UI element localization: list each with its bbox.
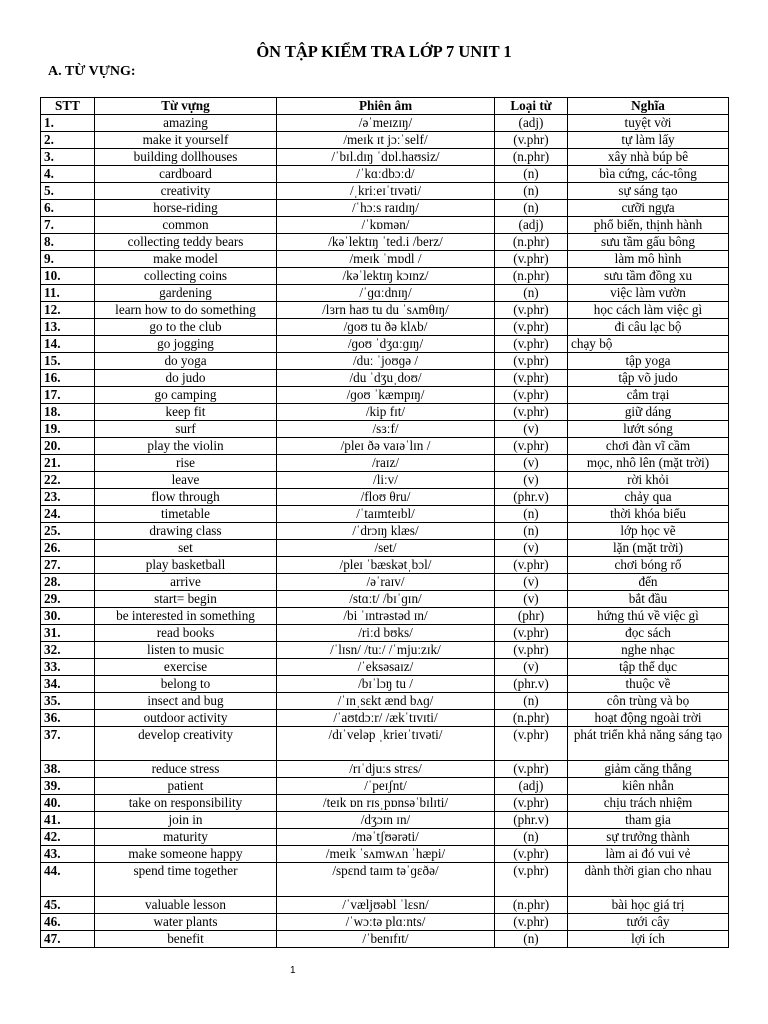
table-row xyxy=(41,336,729,353)
row-word: be interested in something xyxy=(95,608,277,625)
table-row xyxy=(41,251,729,268)
row-word: common xyxy=(95,217,277,234)
row-number: 25. xyxy=(41,523,95,540)
table-row xyxy=(41,676,729,693)
row-word-type: (v.phr) xyxy=(495,727,568,761)
row-ipa: /stɑːt/ /bɪˈɡɪn/ xyxy=(277,591,495,608)
row-meaning: sự trưởng thành xyxy=(568,829,729,846)
table-row xyxy=(41,489,729,506)
row-ipa: /ˈpeɪʃnt/ xyxy=(277,778,495,795)
row-word-type: (adj) xyxy=(495,778,568,795)
row-number: 13. xyxy=(41,319,95,336)
row-word-type: (n) xyxy=(495,200,568,217)
table-row xyxy=(41,234,729,251)
row-number: 11. xyxy=(41,285,95,302)
row-word: start= begin xyxy=(95,591,277,608)
row-word-type: (n) xyxy=(495,693,568,710)
row-word-type: (n) xyxy=(495,183,568,200)
row-meaning: cưỡi ngựa xyxy=(568,200,729,217)
row-word: maturity xyxy=(95,829,277,846)
row-word-type: (n.phr) xyxy=(495,710,568,727)
row-ipa: /ˈɪnˌsɛkt ænd bʌɡ/ xyxy=(277,693,495,710)
row-number: 15. xyxy=(41,353,95,370)
row-ipa: /meɪk ˈmɒdl / xyxy=(277,251,495,268)
table-row xyxy=(41,421,729,438)
table-row xyxy=(41,285,729,302)
row-word-type: (v.phr) xyxy=(495,353,568,370)
row-meaning: lớp học vẽ xyxy=(568,523,729,540)
row-ipa: /pleɪ ˈbæskətˌbɔl/ xyxy=(277,557,495,574)
header-meaning: Nghĩa xyxy=(568,98,729,115)
row-ipa: /ɡoʊ ˈkæmpɪŋ/ xyxy=(277,387,495,404)
row-meaning: tập yoga xyxy=(568,353,729,370)
table-row xyxy=(41,727,729,761)
row-number: 45. xyxy=(41,897,95,914)
header-stt: STT xyxy=(41,98,95,115)
row-word: amazing xyxy=(95,115,277,132)
row-word-type: (v) xyxy=(495,574,568,591)
row-meaning: bìa cứng, các-tông xyxy=(568,166,729,183)
row-word: go to the club xyxy=(95,319,277,336)
table-row xyxy=(41,370,729,387)
vocabulary-table xyxy=(40,97,729,948)
row-word: keep fit xyxy=(95,404,277,421)
row-word-type: (v) xyxy=(495,540,568,557)
table-row xyxy=(41,472,729,489)
table-row xyxy=(41,319,729,336)
row-meaning: phổ biến, thịnh hành xyxy=(568,217,729,234)
row-word: do judo xyxy=(95,370,277,387)
row-number: 4. xyxy=(41,166,95,183)
row-meaning: thuộc về xyxy=(568,676,729,693)
row-meaning: giảm căng thẳng xyxy=(568,761,729,778)
row-meaning: làm mô hình xyxy=(568,251,729,268)
header-ipa: Phiên âm xyxy=(277,98,495,115)
row-ipa: /rɪˈdjuːs strɛs/ xyxy=(277,761,495,778)
row-ipa: /ˈaʊtdɔːr/ /ækˈtɪvɪti/ xyxy=(277,710,495,727)
row-ipa: /ɡoʊ ˈdʒɑːɡɪŋ/ xyxy=(277,336,495,353)
row-ipa: /ˈbenɪfɪt/ xyxy=(277,931,495,948)
row-number: 21. xyxy=(41,455,95,472)
row-ipa: /dʒɔɪn ɪn/ xyxy=(277,812,495,829)
row-meaning: bài học giá trị xyxy=(568,897,729,914)
document-title: ÔN TẬP KIỂM TRA LỚP 7 UNIT 1 xyxy=(256,42,512,61)
row-number: 12. xyxy=(41,302,95,319)
row-ipa: /əˈraɪv/ xyxy=(277,574,495,591)
row-word: set xyxy=(95,540,277,557)
table-row xyxy=(41,659,729,676)
row-number: 18. xyxy=(41,404,95,421)
row-number: 22. xyxy=(41,472,95,489)
row-word-type: (n) xyxy=(495,829,568,846)
row-word: rise xyxy=(95,455,277,472)
row-ipa: /teɪk ɒn rɪsˌpɒnsəˈbɪlɪti/ xyxy=(277,795,495,812)
row-word-type: (v.phr) xyxy=(495,761,568,778)
row-ipa: /ˈvæljʊəbl ˈlɛsn/ xyxy=(277,897,495,914)
table-row xyxy=(41,778,729,795)
row-number: 47. xyxy=(41,931,95,948)
row-word-type: (v) xyxy=(495,659,568,676)
row-number: 29. xyxy=(41,591,95,608)
row-ipa: /ˈbɪl.dɪŋ ˈdɒl.haʊsiz/ xyxy=(277,149,495,166)
row-word-type: (n.phr) xyxy=(495,149,568,166)
row-number: 30. xyxy=(41,608,95,625)
row-word: make model xyxy=(95,251,277,268)
row-meaning: côn trùng và bọ xyxy=(568,693,729,710)
row-meaning: chơi bóng rổ xyxy=(568,557,729,574)
row-ipa: /liːv/ xyxy=(277,472,495,489)
row-word: listen to music xyxy=(95,642,277,659)
row-word: timetable xyxy=(95,506,277,523)
row-word: make it yourself xyxy=(95,132,277,149)
table-row xyxy=(41,302,729,319)
row-ipa: /ˈwɔːtə plɑːnts/ xyxy=(277,914,495,931)
row-number: 46. xyxy=(41,914,95,931)
header-type: Loại từ xyxy=(495,98,568,115)
row-word-type: (v.phr) xyxy=(495,438,568,455)
row-word-type: (v.phr) xyxy=(495,132,568,149)
row-word-type: (n) xyxy=(495,285,568,302)
row-word-type: (v.phr) xyxy=(495,302,568,319)
table-row xyxy=(41,761,729,778)
section-heading: A. TỪ VỰNG: xyxy=(48,64,136,79)
row-ipa: /ɡoʊ tu ðə klʌb/ xyxy=(277,319,495,336)
row-ipa: /ˈdrɔɪŋ klæs/ xyxy=(277,523,495,540)
row-word: arrive xyxy=(95,574,277,591)
row-word-type: (v.phr) xyxy=(495,404,568,421)
row-meaning: chảy qua xyxy=(568,489,729,506)
row-number: 10. xyxy=(41,268,95,285)
header-word: Từ vựng xyxy=(95,98,277,115)
row-number: 2. xyxy=(41,132,95,149)
row-meaning: tưới cây xyxy=(568,914,729,931)
row-number: 6. xyxy=(41,200,95,217)
row-word-type: (n) xyxy=(495,506,568,523)
row-meaning: nghe nhạc xyxy=(568,642,729,659)
row-word: play the violin xyxy=(95,438,277,455)
row-word: leave xyxy=(95,472,277,489)
row-ipa: /bɪˈlɔŋ tu / xyxy=(277,676,495,693)
row-meaning: sưu tầm đồng xu xyxy=(568,268,729,285)
row-ipa: /dɪˈveləp ˌkrieɪˈtɪvəti/ xyxy=(277,727,495,761)
row-meaning: tham gia xyxy=(568,812,729,829)
row-word-type: (v) xyxy=(495,421,568,438)
row-number: 42. xyxy=(41,829,95,846)
row-number: 31. xyxy=(41,625,95,642)
row-ipa: /ˈeksəsaɪz/ xyxy=(277,659,495,676)
row-ipa: /floʊ θru/ xyxy=(277,489,495,506)
row-meaning: bắt đầu xyxy=(568,591,729,608)
row-number: 3. xyxy=(41,149,95,166)
row-ipa: /meɪk ˈsʌmwʌn ˈhæpi/ xyxy=(277,846,495,863)
row-word-type: (n.phr) xyxy=(495,268,568,285)
table-row xyxy=(41,829,729,846)
table-row xyxy=(41,897,729,914)
row-word: building dollhouses xyxy=(95,149,277,166)
row-word: join in xyxy=(95,812,277,829)
row-word-type: (v.phr) xyxy=(495,370,568,387)
row-meaning: học cách làm việc gì xyxy=(568,302,729,319)
row-word: read books xyxy=(95,625,277,642)
table-row xyxy=(41,591,729,608)
row-meaning: dành thời gian cho nhau xyxy=(568,863,729,897)
row-meaning: chạy bộ xyxy=(568,336,729,353)
row-number: 16. xyxy=(41,370,95,387)
row-word-type: (n) xyxy=(495,523,568,540)
row-ipa: /kəˈlektɪŋ ˈted.i /berz/ xyxy=(277,234,495,251)
table-row xyxy=(41,455,729,472)
row-word: take on responsibility xyxy=(95,795,277,812)
row-word: cardboard xyxy=(95,166,277,183)
row-word: collecting teddy bears xyxy=(95,234,277,251)
row-ipa: /pleɪ ðə vaɪəˈlɪn / xyxy=(277,438,495,455)
row-meaning: giữ dáng xyxy=(568,404,729,421)
table-row xyxy=(41,404,729,421)
row-word-type: (v.phr) xyxy=(495,625,568,642)
row-word: learn how to do something xyxy=(95,302,277,319)
row-meaning: tự làm lấy xyxy=(568,132,729,149)
row-word: valuable lesson xyxy=(95,897,277,914)
row-word-type: (v.phr) xyxy=(495,846,568,863)
row-number: 27. xyxy=(41,557,95,574)
row-word-type: (v.phr) xyxy=(495,557,568,574)
row-ipa: /ˈhɔːs raɪdɪŋ/ xyxy=(277,200,495,217)
row-word: outdoor activity xyxy=(95,710,277,727)
row-ipa: /ˈkɑːdbɔːd/ xyxy=(277,166,495,183)
row-meaning: đến xyxy=(568,574,729,591)
row-word-type: (v.phr) xyxy=(495,863,568,897)
table-row xyxy=(41,149,729,166)
row-word: insect and bug xyxy=(95,693,277,710)
row-number: 37. xyxy=(41,727,95,761)
row-number: 43. xyxy=(41,846,95,863)
row-number: 28. xyxy=(41,574,95,591)
row-word: go jogging xyxy=(95,336,277,353)
row-meaning: đọc sách xyxy=(568,625,729,642)
row-ipa: /du ˈdʒuˌdoʊ/ xyxy=(277,370,495,387)
row-number: 40. xyxy=(41,795,95,812)
row-number: 44. xyxy=(41,863,95,897)
table-row xyxy=(41,200,729,217)
row-meaning: tập thể dục xyxy=(568,659,729,676)
row-meaning: hoạt động ngoài trời xyxy=(568,710,729,727)
row-word: patient xyxy=(95,778,277,795)
row-meaning: lợi ích xyxy=(568,931,729,948)
row-ipa: /lɜrn haʊ tu du ˈsʌmθɪŋ/ xyxy=(277,302,495,319)
row-word-type: (phr.v) xyxy=(495,812,568,829)
row-word-type: (adj) xyxy=(495,115,568,132)
row-number: 24. xyxy=(41,506,95,523)
row-ipa: /ˈɡɑːdnɪŋ/ xyxy=(277,285,495,302)
row-ipa: /əˈmeɪzɪŋ/ xyxy=(277,115,495,132)
row-number: 1. xyxy=(41,115,95,132)
row-meaning: lướt sóng xyxy=(568,421,729,438)
row-meaning: sự sáng tạo xyxy=(568,183,729,200)
table-row xyxy=(41,353,729,370)
table-row xyxy=(41,931,729,948)
table-row xyxy=(41,523,729,540)
table-row xyxy=(41,846,729,863)
row-number: 14. xyxy=(41,336,95,353)
row-number: 36. xyxy=(41,710,95,727)
row-word-type: (n.phr) xyxy=(495,234,568,251)
row-ipa: /kip fɪt/ xyxy=(277,404,495,421)
table-row xyxy=(41,625,729,642)
row-word-type: (v.phr) xyxy=(495,914,568,931)
row-word: belong to xyxy=(95,676,277,693)
row-ipa: /meɪk ɪt jɔːˈself/ xyxy=(277,132,495,149)
row-word: play basketball xyxy=(95,557,277,574)
table-row xyxy=(41,693,729,710)
row-word-type: (adj) xyxy=(495,217,568,234)
row-word: flow through xyxy=(95,489,277,506)
row-word: drawing class xyxy=(95,523,277,540)
row-meaning: xây nhà búp bê xyxy=(568,149,729,166)
row-ipa: /duː ˈjoʊɡə / xyxy=(277,353,495,370)
row-word: exercise xyxy=(95,659,277,676)
table-row xyxy=(41,863,729,897)
row-word-type: (v.phr) xyxy=(495,336,568,353)
row-ipa: /set/ xyxy=(277,540,495,557)
row-word-type: (v) xyxy=(495,591,568,608)
row-number: 26. xyxy=(41,540,95,557)
table-row xyxy=(41,557,729,574)
table-row xyxy=(41,506,729,523)
row-meaning: cắm trại xyxy=(568,387,729,404)
row-word-type: (phr.v) xyxy=(495,676,568,693)
table-row xyxy=(41,812,729,829)
row-word-type: (phr.v) xyxy=(495,489,568,506)
row-word: gardening xyxy=(95,285,277,302)
row-word-type: (v.phr) xyxy=(495,319,568,336)
row-word: spend time together xyxy=(95,863,277,897)
row-word-type: (v.phr) xyxy=(495,251,568,268)
row-ipa: /ˈtaɪmteɪbl/ xyxy=(277,506,495,523)
table-row xyxy=(41,183,729,200)
row-word: do yoga xyxy=(95,353,277,370)
row-number: 41. xyxy=(41,812,95,829)
row-word-type: (phr) xyxy=(495,608,568,625)
row-number: 19. xyxy=(41,421,95,438)
row-ipa: /ˈkɒmən/ xyxy=(277,217,495,234)
row-number: 20. xyxy=(41,438,95,455)
row-number: 5. xyxy=(41,183,95,200)
row-number: 39. xyxy=(41,778,95,795)
table-row xyxy=(41,795,729,812)
row-meaning: đi câu lạc bộ xyxy=(568,319,729,336)
table-row xyxy=(41,438,729,455)
row-word: creativity xyxy=(95,183,277,200)
row-word: make someone happy xyxy=(95,846,277,863)
row-ipa: /raɪz/ xyxy=(277,455,495,472)
row-ipa: /sɜːf/ xyxy=(277,421,495,438)
row-word: surf xyxy=(95,421,277,438)
row-word-type: (v.phr) xyxy=(495,642,568,659)
row-number: 7. xyxy=(41,217,95,234)
table-row xyxy=(41,387,729,404)
row-word: benefit xyxy=(95,931,277,948)
row-meaning: tập võ judo xyxy=(568,370,729,387)
row-ipa: /bi ˈɪntrəstəd ɪn/ xyxy=(277,608,495,625)
row-number: 17. xyxy=(41,387,95,404)
row-meaning: việc làm vườn xyxy=(568,285,729,302)
row-word-type: (n.phr) xyxy=(495,897,568,914)
row-word-type: (n) xyxy=(495,166,568,183)
row-number: 35. xyxy=(41,693,95,710)
table-row xyxy=(41,115,729,132)
page-number: 1 xyxy=(290,965,296,976)
row-meaning: kiên nhẫn xyxy=(568,778,729,795)
row-meaning: hứng thú về việc gì xyxy=(568,608,729,625)
row-word-type: (v) xyxy=(495,455,568,472)
row-word: water plants xyxy=(95,914,277,931)
table-row xyxy=(41,166,729,183)
row-ipa: /ˈlɪsn/ /tuː/ /ˈmjuːzɪk/ xyxy=(277,642,495,659)
row-meaning: phát triển khả năng sáng tạo xyxy=(568,727,729,761)
row-meaning: thời khóa biểu xyxy=(568,506,729,523)
row-word-type: (v.phr) xyxy=(495,795,568,812)
row-number: 32. xyxy=(41,642,95,659)
table-row xyxy=(41,217,729,234)
row-ipa: /kəˈlektɪŋ kɔɪnz/ xyxy=(277,268,495,285)
row-meaning: chịu trách nhiệm xyxy=(568,795,729,812)
row-number: 9. xyxy=(41,251,95,268)
row-meaning: sưu tầm gấu bông xyxy=(568,234,729,251)
row-ipa: /məˈtʃʊərəti/ xyxy=(277,829,495,846)
table-row xyxy=(41,642,729,659)
row-number: 33. xyxy=(41,659,95,676)
row-meaning: mọc, nhô lên (mặt trời) xyxy=(568,455,729,472)
table-row xyxy=(41,574,729,591)
table-header-row xyxy=(41,98,729,115)
row-meaning: rời khỏi xyxy=(568,472,729,489)
row-meaning: tuyệt vời xyxy=(568,115,729,132)
row-word: collecting coins xyxy=(95,268,277,285)
row-ipa: /spɛnd taɪm təˈɡɛðə/ xyxy=(277,863,495,897)
table-body xyxy=(41,115,729,948)
row-word-type: (v) xyxy=(495,472,568,489)
row-meaning: chơi đàn vĩ cầm xyxy=(568,438,729,455)
row-number: 34. xyxy=(41,676,95,693)
row-word: horse-riding xyxy=(95,200,277,217)
table-row xyxy=(41,132,729,149)
row-meaning: làm ai đó vui vẻ xyxy=(568,846,729,863)
row-number: 8. xyxy=(41,234,95,251)
row-ipa: /ˌkriːeɪˈtɪvəti/ xyxy=(277,183,495,200)
table-row xyxy=(41,268,729,285)
table-row xyxy=(41,608,729,625)
row-word: develop creativity xyxy=(95,727,277,761)
table-row xyxy=(41,540,729,557)
row-number: 38. xyxy=(41,761,95,778)
row-number: 23. xyxy=(41,489,95,506)
table-row xyxy=(41,710,729,727)
row-ipa: /riːd bʊks/ xyxy=(277,625,495,642)
row-word-type: (v.phr) xyxy=(495,387,568,404)
row-word: go camping xyxy=(95,387,277,404)
table-row xyxy=(41,914,729,931)
row-meaning: lặn (mặt trời) xyxy=(568,540,729,557)
row-word-type: (n) xyxy=(495,931,568,948)
row-word: reduce stress xyxy=(95,761,277,778)
